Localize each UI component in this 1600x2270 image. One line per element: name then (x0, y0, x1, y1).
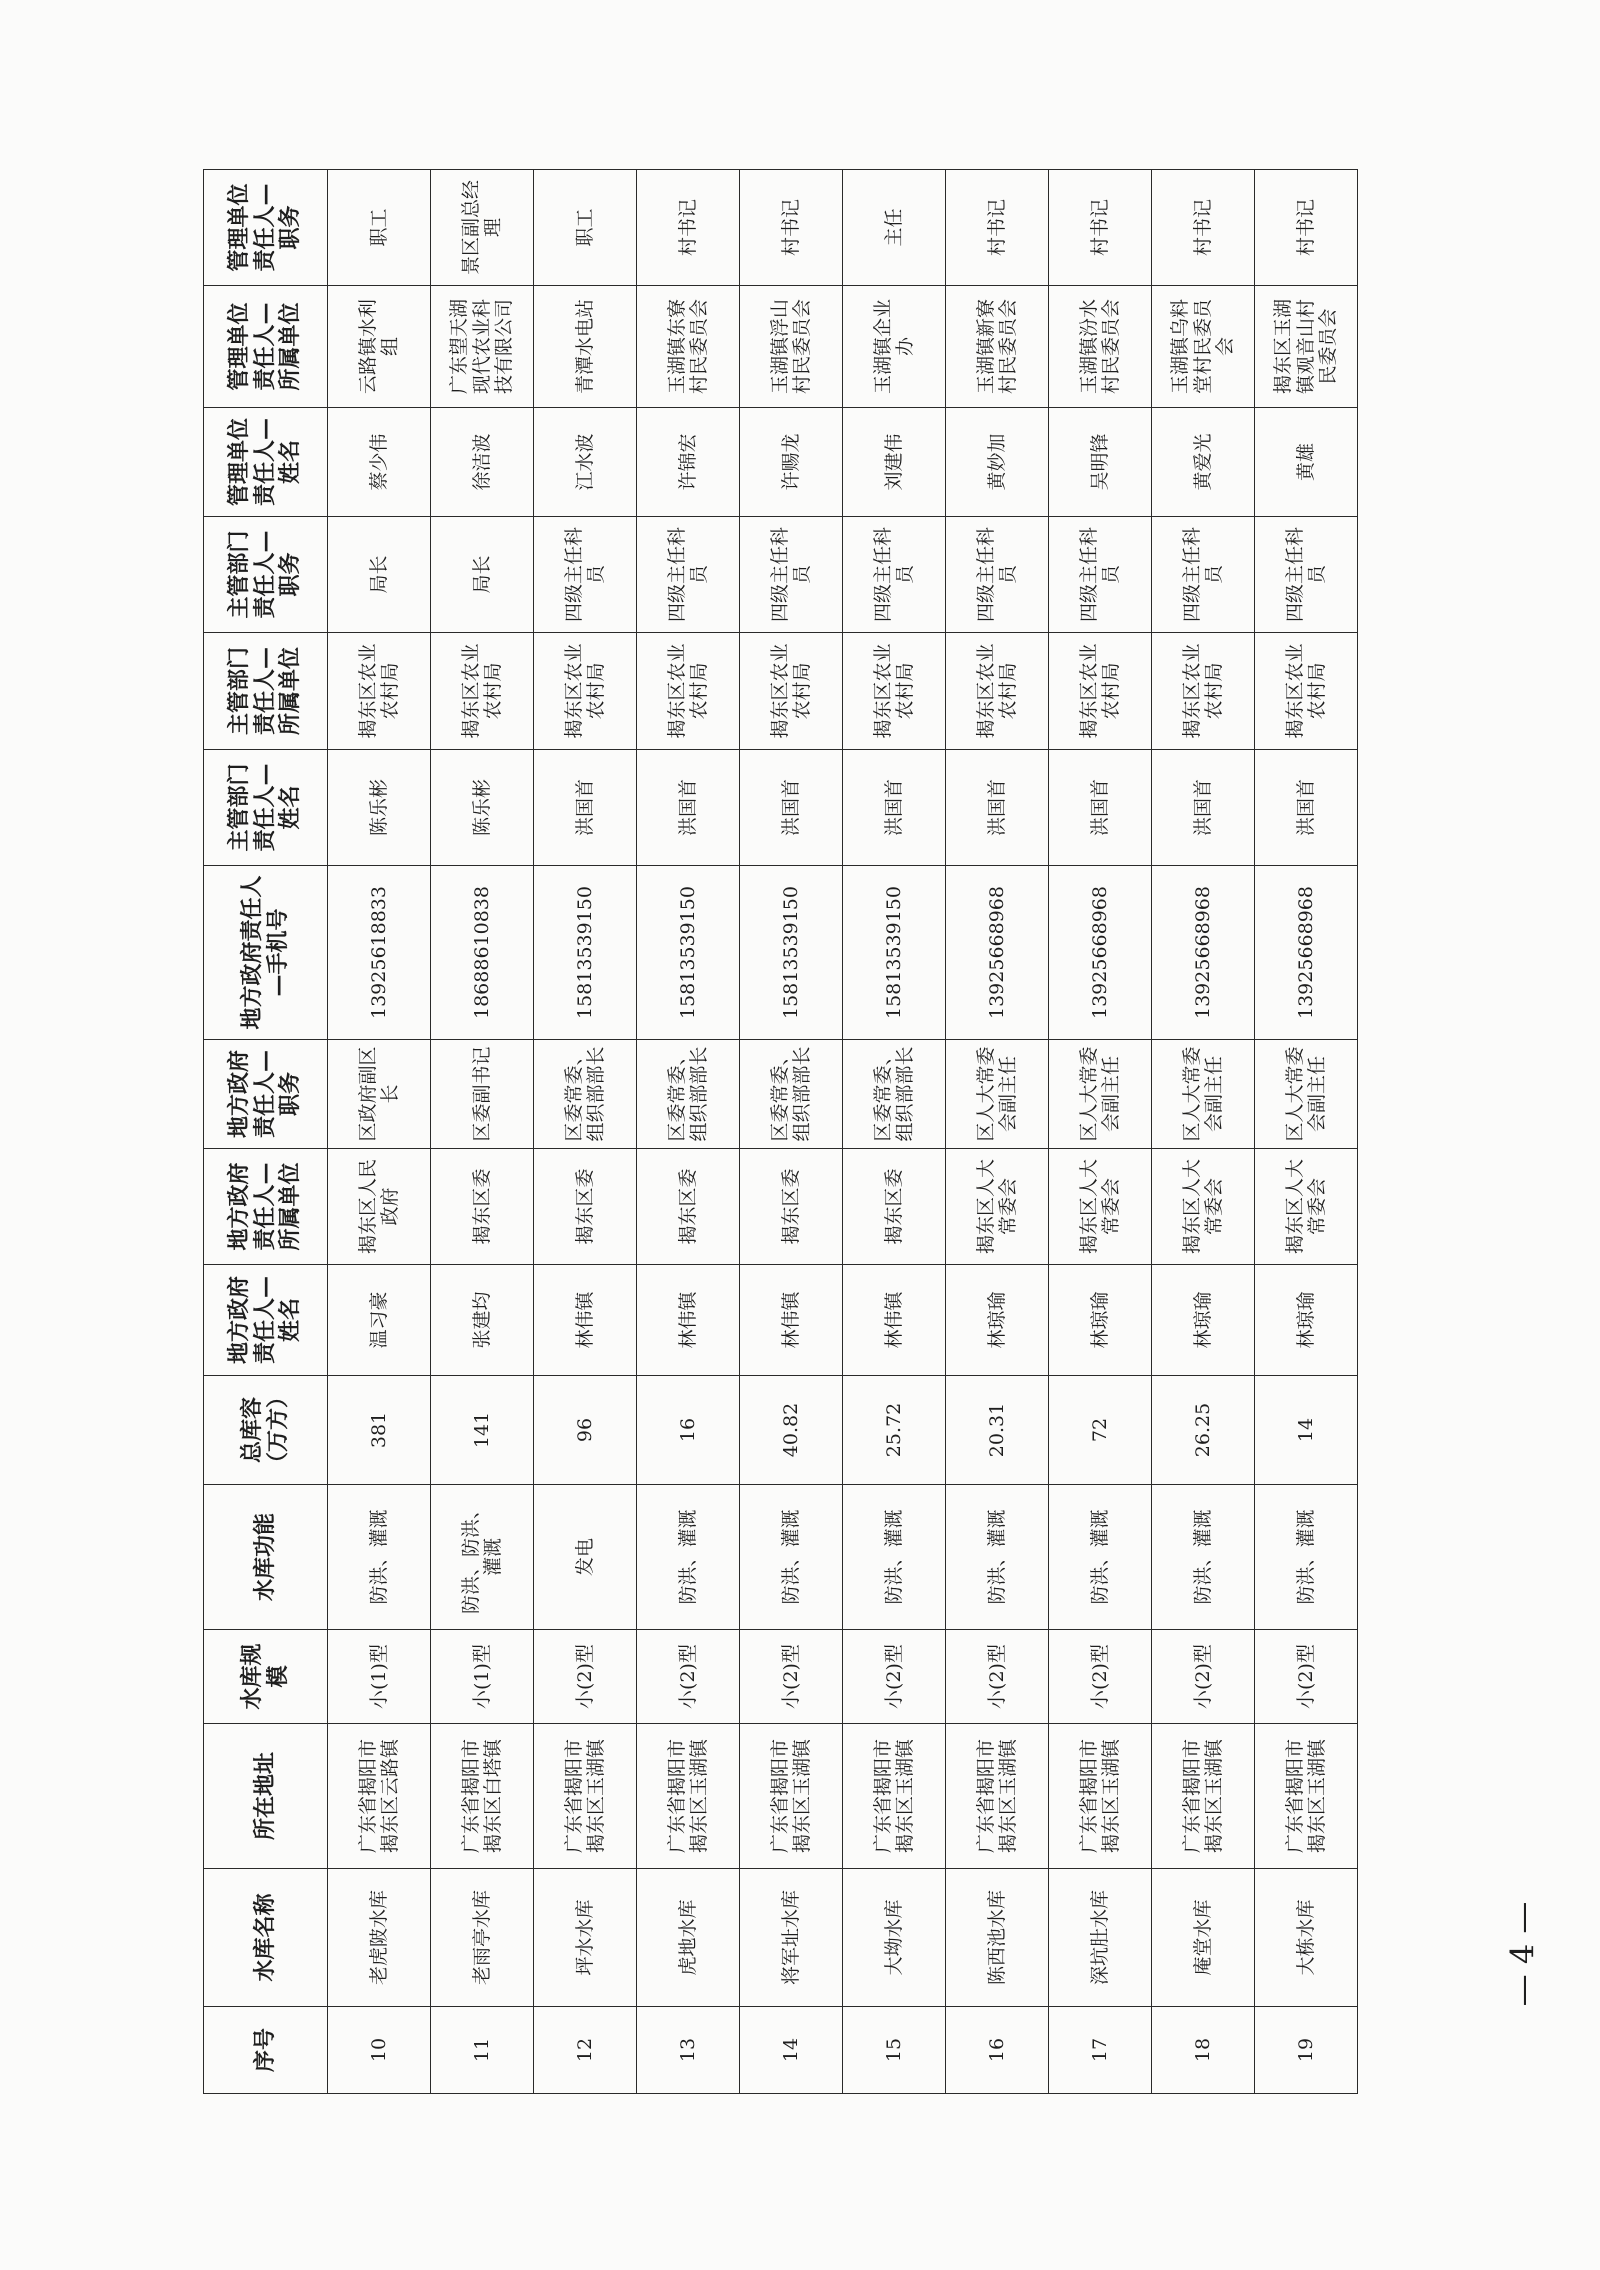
column-header: 序号 (204, 2007, 328, 2094)
table-cell: 防洪、防洪、灌溉 (431, 1485, 534, 1630)
table-cell: 25.72 (843, 1376, 946, 1485)
table-cell: 区人大常委会副主任 (1152, 1040, 1255, 1149)
table-cell: 揭东区委 (534, 1149, 637, 1265)
table-cell: 四级主任科员 (946, 517, 1049, 633)
table-cell: 防洪、灌溉 (1049, 1485, 1152, 1630)
table-cell: 小(2)型 (843, 1630, 946, 1724)
table-cell: 洪国首 (1152, 750, 1255, 866)
table-cell: 13925668968 (1255, 866, 1358, 1040)
table-cell: 大坳水库 (843, 1869, 946, 2007)
table-cell: 局长 (431, 517, 534, 633)
table-cell: 72 (1049, 1376, 1152, 1485)
table-cell: 小(2)型 (740, 1630, 843, 1724)
table-cell: 洪国首 (637, 750, 740, 866)
table-cell: 防洪、灌溉 (740, 1485, 843, 1630)
table-cell: 小(2)型 (946, 1630, 1049, 1724)
table-cell: 18688610838 (431, 866, 534, 1040)
table-cell: 广东望天湖现代农业科技有限公司 (431, 286, 534, 408)
table-cell: 林伟镇 (534, 1265, 637, 1376)
table-cell: 洪国首 (740, 750, 843, 866)
table-cell: 林琼瑜 (946, 1265, 1049, 1376)
table-cell: 村书记 (1152, 170, 1255, 286)
table-cell: 区人大常委会副主任 (1049, 1040, 1152, 1149)
table-cell: 坪水水库 (534, 1869, 637, 2007)
table-cell: 揭东区农业农村局 (1152, 633, 1255, 750)
table-cell: 揭东区委 (637, 1149, 740, 1265)
table-cell: 15 (843, 2007, 946, 2094)
table-cell: 陈西池水库 (946, 1869, 1049, 2007)
table-cell: 职工 (328, 170, 431, 286)
table-cell: 区政府副区长 (328, 1040, 431, 1149)
table-cell: 老雨亭水库 (431, 1869, 534, 2007)
table-cell: 15813539150 (740, 866, 843, 1040)
table-cell: 小(2)型 (1152, 1630, 1255, 1724)
table-row (740, 170, 843, 2094)
column-header: 主管部门责任人—职务 (204, 517, 328, 633)
table-cell: 13925668968 (1049, 866, 1152, 1040)
table-cell: 防洪、灌溉 (1255, 1485, 1358, 1630)
table-cell: 广东省揭阳市揭东区玉湖镇 (843, 1724, 946, 1869)
column-header: 水库规模 (204, 1630, 328, 1724)
table-cell: 玉湖镇乌料堂村民委员会 (1152, 286, 1255, 408)
table-cell: 揭东区委 (843, 1149, 946, 1265)
table-cell: 区委常委、组织部部长 (843, 1040, 946, 1149)
table-cell: 揭东区农业农村局 (534, 633, 637, 750)
table-cell: 陈乐彬 (328, 750, 431, 866)
table-cell: 15813539150 (534, 866, 637, 1040)
table-cell: 13 (637, 2007, 740, 2094)
table-cell: 玉湖镇浮山村民委员会 (740, 286, 843, 408)
table-cell: 揭东区农业农村局 (637, 633, 740, 750)
column-header: 主管部门责任人—姓名 (204, 750, 328, 866)
table-cell: 揭东区农业农村局 (431, 633, 534, 750)
column-header: 地方政府责任人—手机号 (204, 866, 328, 1040)
column-header: 地方政府责任人—姓名 (204, 1265, 328, 1376)
table-cell: 玉湖镇企业办 (843, 286, 946, 408)
table-cell: 10 (328, 2007, 431, 2094)
table-cell: 村书记 (946, 170, 1049, 286)
table-cell: 云路镇水利组 (328, 286, 431, 408)
table-cell: 15813539150 (637, 866, 740, 1040)
table-cell: 林伟镇 (843, 1265, 946, 1376)
table-cell: 防洪、灌溉 (843, 1485, 946, 1630)
table-cell: 广东省揭阳市揭东区玉湖镇 (637, 1724, 740, 1869)
table-cell: 防洪、灌溉 (1152, 1485, 1255, 1630)
table-cell: 广东省揭阳市揭东区玉湖镇 (740, 1724, 843, 1869)
table-cell: 林琼瑜 (1152, 1265, 1255, 1376)
table-cell: 小(1)型 (328, 1630, 431, 1724)
table-cell: 洪国首 (946, 750, 1049, 866)
table-cell: 江水波 (534, 408, 637, 517)
table-cell: 19 (1255, 2007, 1358, 2094)
table-cell: 主任 (843, 170, 946, 286)
table-cell: 96 (534, 1376, 637, 1485)
table-cell: 陈乐彬 (431, 750, 534, 866)
table-cell: 141 (431, 1376, 534, 1485)
table-cell: 职工 (534, 170, 637, 286)
page-number: — 4 — (1503, 1901, 1542, 2007)
table-cell: 广东省揭阳市揭东区玉湖镇 (1255, 1724, 1358, 1869)
table-cell: 揭东区农业农村局 (843, 633, 946, 750)
table-cell: 广东省揭阳市揭东区玉湖镇 (1152, 1724, 1255, 1869)
table-cell: 区委常委、组织部部长 (740, 1040, 843, 1149)
table-cell: 四级主任科员 (1255, 517, 1358, 633)
table-cell: 小(2)型 (1255, 1630, 1358, 1724)
table-cell: 26.25 (1152, 1376, 1255, 1485)
table-cell: 揭东区人大常委会 (1049, 1149, 1152, 1265)
column-header: 地方政府责任人—所属单位 (204, 1149, 328, 1265)
table-cell: 黄爱光 (1152, 408, 1255, 517)
table-cell: 广东省揭阳市揭东区玉湖镇 (534, 1724, 637, 1869)
table-cell: 四级主任科员 (1049, 517, 1152, 633)
reservoir-responsibility-table-rotated (203, 169, 1358, 2094)
table-cell: 17 (1049, 2007, 1152, 2094)
table-cell: 蔡少伟 (328, 408, 431, 517)
table-cell: 14 (1255, 1376, 1358, 1485)
table-row (1049, 170, 1152, 2094)
table-cell: 黄雄 (1255, 408, 1358, 517)
table-body (328, 170, 1358, 2094)
table-cell: 广东省揭阳市揭东区玉湖镇 (1049, 1724, 1152, 1869)
table-cell: 揭东区农业农村局 (946, 633, 1049, 750)
column-header: 水库功能 (204, 1485, 328, 1630)
column-header: 管理单位责任人—所属单位 (204, 286, 328, 408)
table-cell: 小(2)型 (1049, 1630, 1152, 1724)
table-cell: 庵堂水库 (1152, 1869, 1255, 2007)
table-cell: 林伟镇 (637, 1265, 740, 1376)
table-cell: 村书记 (740, 170, 843, 286)
table-cell: 区委副书记 (431, 1040, 534, 1149)
column-header: 管理单位责任人—姓名 (204, 408, 328, 517)
table-cell: 许赐龙 (740, 408, 843, 517)
table-row (534, 170, 637, 2094)
table-row (637, 170, 740, 2094)
table-cell: 防洪、灌溉 (328, 1485, 431, 1630)
table-cell: 广东省揭阳市揭东区云路镇 (328, 1724, 431, 1869)
table-cell: 刘建伟 (843, 408, 946, 517)
table-cell: 揭东区农业农村局 (740, 633, 843, 750)
table-cell: 揭东区农业农村局 (1049, 633, 1152, 750)
table-row (431, 170, 534, 2094)
table-cell: 20.31 (946, 1376, 1049, 1485)
table-cell: 四级主任科员 (740, 517, 843, 633)
table-cell: 大栋水库 (1255, 1869, 1358, 2007)
table-cell: 381 (328, 1376, 431, 1485)
table-cell: 广东省揭阳市揭东区玉湖镇 (946, 1724, 1049, 1869)
table-cell: 13925668968 (946, 866, 1049, 1040)
table-cell: 徐洁波 (431, 408, 534, 517)
column-header: 主管部门责任人—所属单位 (204, 633, 328, 750)
table-cell: 12 (534, 2007, 637, 2094)
table-cell: 区人大常委会副主任 (1255, 1040, 1358, 1149)
table-cell: 揭东区人民政府 (328, 1149, 431, 1265)
table-row (1255, 170, 1358, 2094)
table-cell: 洪国首 (1255, 750, 1358, 866)
table-cell: 虎地水库 (637, 1869, 740, 2007)
table-row (946, 170, 1049, 2094)
table-cell: 小(2)型 (534, 1630, 637, 1724)
table-cell: 许锦宏 (637, 408, 740, 517)
table-cell: 15813539150 (843, 866, 946, 1040)
table-cell: 林琼瑜 (1049, 1265, 1152, 1376)
table-cell: 18 (1152, 2007, 1255, 2094)
table-cell: 小(1)型 (431, 1630, 534, 1724)
table-cell: 温习豪 (328, 1265, 431, 1376)
table-cell: 揭东区玉湖镇观音山村民委员会 (1255, 286, 1358, 408)
column-header: 所在地址 (204, 1724, 328, 1869)
column-header: 地方政府责任人—职务 (204, 1040, 328, 1149)
table-cell: 防洪、灌溉 (946, 1485, 1049, 1630)
table-cell: 揭东区委 (431, 1149, 534, 1265)
column-header: 水库名称 (204, 1869, 328, 2007)
table-cell: 小(2)型 (637, 1630, 740, 1724)
table-cell: 13925668968 (1152, 866, 1255, 1040)
table-cell: 四级主任科员 (843, 517, 946, 633)
table-cell: 区委常委、组织部部长 (637, 1040, 740, 1149)
table-row (328, 170, 431, 2094)
table-cell: 村书记 (1255, 170, 1358, 286)
table-cell: 林琼瑜 (1255, 1265, 1358, 1376)
table-cell: 洪国首 (534, 750, 637, 866)
reservoir-responsibility-table (203, 169, 1358, 2094)
table-cell: 吴明锋 (1049, 408, 1152, 517)
table-cell: 四级主任科员 (534, 517, 637, 633)
table-cell: 13925618833 (328, 866, 431, 1040)
table-cell: 揭东区人大常委会 (1152, 1149, 1255, 1265)
table-row (1152, 170, 1255, 2094)
table-cell: 玉湖镇东寮村民委员会 (637, 286, 740, 408)
table-cell: 揭东区农业农村局 (1255, 633, 1358, 750)
table-cell: 洪国首 (843, 750, 946, 866)
table-cell: 揭东区农业农村局 (328, 633, 431, 750)
table-cell: 洪国首 (1049, 750, 1152, 866)
table-cell: 张建均 (431, 1265, 534, 1376)
table-cell: 林伟镇 (740, 1265, 843, 1376)
table-cell: 玉湖镇汾水村民委员会 (1049, 286, 1152, 408)
table-cell: 11 (431, 2007, 534, 2094)
table-cell: 16 (637, 1376, 740, 1485)
table-cell: 局长 (328, 517, 431, 633)
table-cell: 村书记 (637, 170, 740, 286)
table-cell: 深坑肚水库 (1049, 1869, 1152, 2007)
table-cell: 村书记 (1049, 170, 1152, 286)
table-cell: 青潭水电站 (534, 286, 637, 408)
table-cell: 玉湖镇新寮村民委员会 (946, 286, 1049, 408)
column-header: 管理单位责任人—职务 (204, 170, 328, 286)
table-cell: 区人大常委会副主任 (946, 1040, 1049, 1149)
table-cell: 16 (946, 2007, 1049, 2094)
table-cell: 防洪、灌溉 (637, 1485, 740, 1630)
table-cell: 老虎陂水库 (328, 1869, 431, 2007)
table-cell: 揭东区人大常委会 (946, 1149, 1049, 1265)
table-row (843, 170, 946, 2094)
table-cell: 四级主任科员 (1152, 517, 1255, 633)
table-header-row (204, 170, 328, 2094)
table-cell: 发电 (534, 1485, 637, 1630)
table-cell: 揭东区委 (740, 1149, 843, 1265)
table-cell: 黄妙加 (946, 408, 1049, 517)
table-cell: 广东省揭阳市揭东区白塔镇 (431, 1724, 534, 1869)
table-cell: 14 (740, 2007, 843, 2094)
table-cell: 区委常委、组织部部长 (534, 1040, 637, 1149)
table-cell: 揭东区人大常委会 (1255, 1149, 1358, 1265)
table-cell: 景区副总经理 (431, 170, 534, 286)
table-cell: 40.82 (740, 1376, 843, 1485)
table-cell: 四级主任科员 (637, 517, 740, 633)
table-cell: 将军址水库 (740, 1869, 843, 2007)
column-header: 总库容（万方） (204, 1376, 328, 1485)
